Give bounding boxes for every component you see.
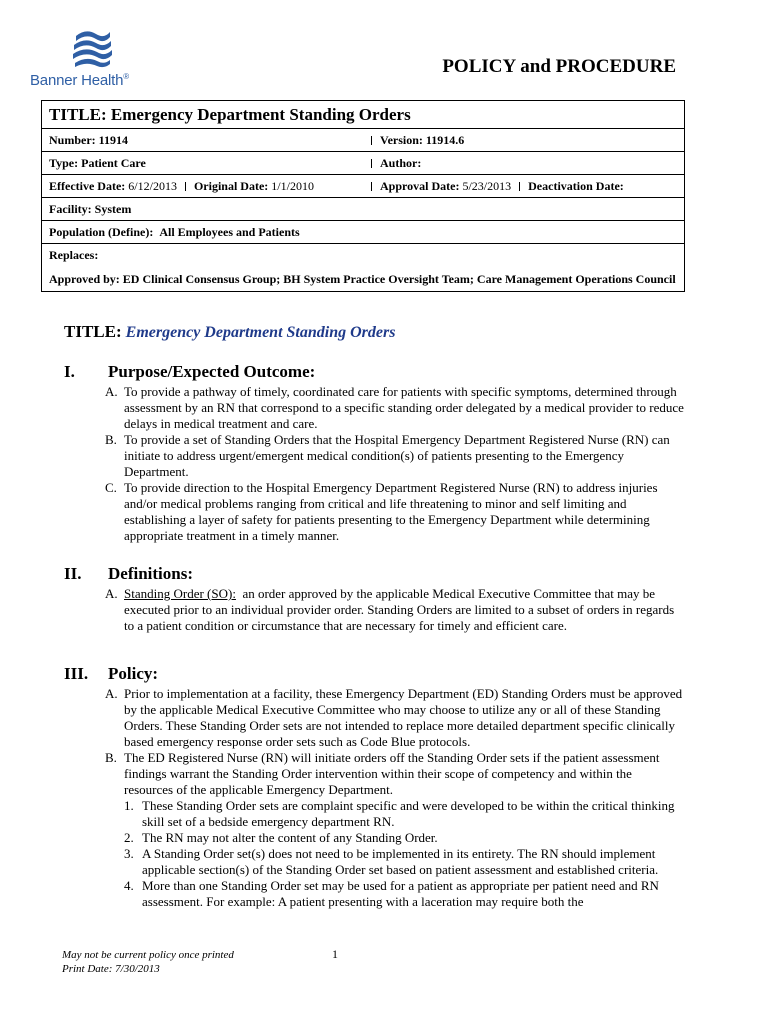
meta-row-type: Type: Patient Care Author: [42,152,684,175]
section-policy: III. Policy: A. Prior to implementation at a facility, these Emergency Department (ED) Standing Orders must be approved by the applicable Medical Executive Committee who may choose to utilize any or all of these Standing Orders. These Standing Order sets are not intended to replace more detailed department specific clinically based emergency response order sets such as Code Blue protocols. B. The ED Registered Nurse (RN) will initiate orders off the Standing Order sets if the patient assessment findings warrant the Standing Order intervention within their scope of competency and within the resources of the applicable Emergency Department. 1. These Standing Order sets are complaint specific and were developed to be within the critical thinking skill set of a bedside emergency department RN. 2. The RN may not alter the content of any Standing Order. 3. A Standing Order set(s) does not need to be implemented in its entirety. The RN should implement applicable section(s) of the Standing Order set based on patient assessment and established criteria. 4. More than one Standing Order set may be used for a patient as appropriate per patient need and RN assessment. For example: A patient presenting with a laceration may require both the [64,664,683,909]
definition-term: Standing Order (SO): [124,586,236,601]
meta-row-dates: Effective Date: 6/12/2013 Original Date: 1/1/2010 Approval Date: 5/23/2013 Deactivation Date: [42,175,684,198]
meta-row-number: Number: 11914 Version: 11914.6 [42,129,684,152]
list-item: A. Prior to implementation at a facility, these Emergency Department (ED) Standing Orders must be approved by the applicable Medical Executive Committee who may choose to utilize any or all of these Standing Orders. These Standing Order sets are not intended to replace more detailed department specific clinically based emergency response order sets such as Code Blue protocols. [105,686,683,749]
meta-row-population: Population (Define): All Employees and Patients [42,221,684,244]
wave-logo-icon [70,28,114,68]
list-item: 4. More than one Standing Order set may be used for a patient as appropriate per patient need and RN assessment. For example: A patient presenting with a laceration may require both the [124,878,659,909]
meta-row-facility: Facility: System [42,198,684,221]
section-definitions: II. Definitions: A. Standing Order (SO): an order approved by the applicable Medical Executive Committee that may be executed prior to an individual provider order. Standing Orders are limited to a subset of orders in regards to a patient condition or circumstance that are necessary for timely and efficient care. [64,564,684,634]
meta-row-replaces: Replaces: Approved by: ED Clinical Consensus Group; BH System Practice Oversight Team; Care Management Operations Council [49,248,676,286]
section-purpose: I. Purpose/Expected Outcome: A. To provide a pathway of timely, coordinated care for patients with specific symptoms, determined through assessment by an RN that correspond to a specific standing order delegated by a medical provider to reduce delays in medical treatment and care. B. To provide a set of Standing Orders that the Hospital Emergency Department Registered Nurse (RN) can initiate to address urgent/emergent medical condition(s) of patients presenting to the Emergency Department. C. To provide direction to the Hospital Emergency Department Registered Nurse (RN) to address injuries and/or medical problems ranging from critical and life threatening to minor and self limiting and establishing a layer of safety for patients presenting to the Emergency Department while determining appropriate treatment in a timely manner. [64,362,684,543]
list-item: A. Standing Order (SO): an order approved by the applicable Medical Executive Committee that may be executed prior to an individual provider order. Standing Orders are limited to a subset of orders in regards to a patient condition or circumstance that are necessary for timely and efficient care. [105,586,675,633]
main-title: TITLE: Emergency Department Standing Orders [64,322,396,341]
list-item: 1. These Standing Order sets are complaint specific and were developed to be within the critical thinking skill set of a bedside emergency department RN. [124,798,675,829]
logo-text: Banner Health® [30,72,129,89]
list-item: 3. A Standing Order set(s) does not need to be implemented in its entirety. The RN should implement applicable section(s) of the Standing Order set based on patient assessment and established criteria. [124,846,659,877]
list-item: B. The ED Registered Nurse (RN) will initiate orders off the Standing Order sets if the patient assessment findings warrant the Standing Order intervention within their scope of competency and within the resources of the applicable Emergency Department. [105,750,660,797]
list-item: B. To provide a set of Standing Orders that the Hospital Emergency Department Registered Nurse (RN) can initiate to address urgent/emergent medical condition(s) of patients presenting to the Emergency Department. [105,432,670,479]
policy-metadata-table [41,100,685,292]
document-type-heading: POLICY and PROCEDURE [442,56,676,77]
page-footer: May not be current policy once printed Print Date: 7/30/2013 [62,949,234,975]
list-item: C. To provide direction to the Hospital Emergency Department Registered Nurse (RN) to address injuries and/or medical problems ranging from critical and life threatening to minor and self limiting and establishing a layer of safety for patients presenting to the Emergency Department while determining appropriate treatment in a timely manner. [105,480,658,543]
meta-title: TITLE: Emergency Department Standing Orders [42,101,684,129]
page-number: 1 [332,947,338,961]
list-item: 2. The RN may not alter the content of any Standing Order. [124,830,438,845]
banner-health-logo [30,28,150,92]
list-item: A. To provide a pathway of timely, coordinated care for patients with specific symptoms, determined through assessment by an RN that correspond to a specific standing order delegated by a medical provider to reduce delays in medical treatment and care. [105,384,684,431]
